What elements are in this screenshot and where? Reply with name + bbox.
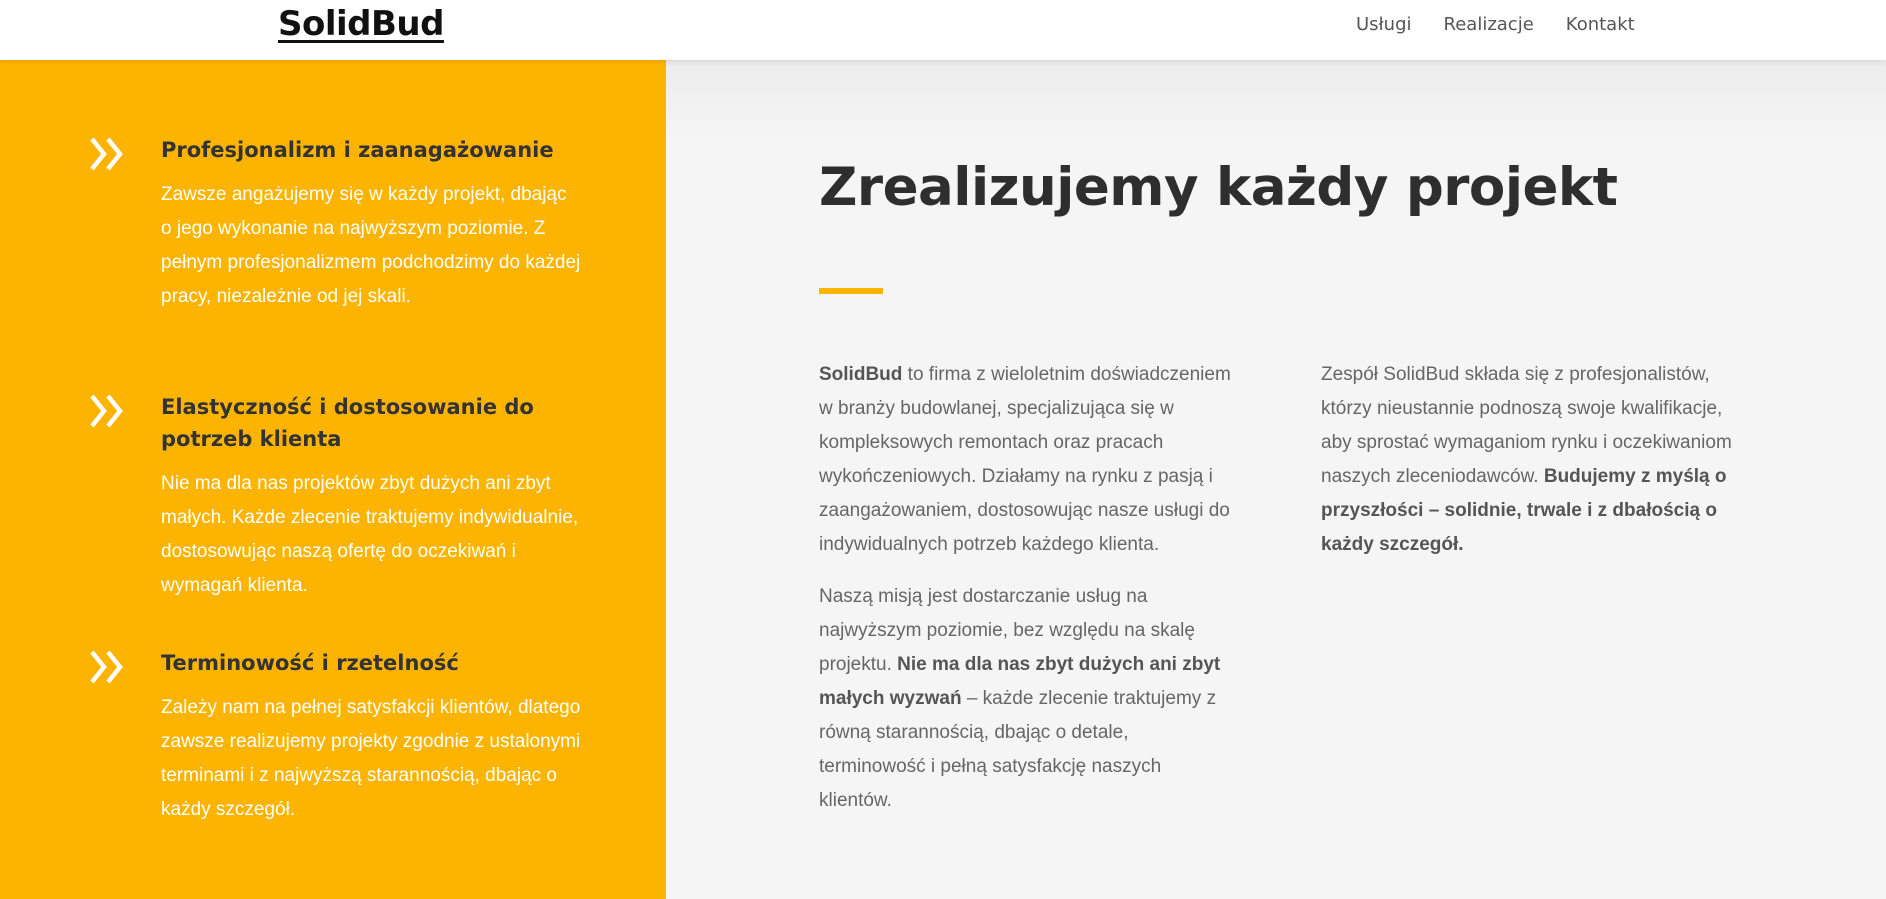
- about-column-2: [1321, 358, 1741, 580]
- feature-item: [88, 391, 579, 603]
- about-paragraph: [1321, 358, 1741, 562]
- about-paragraph: [819, 358, 1239, 562]
- about-section: [666, 60, 1886, 899]
- feature-title: Terminowość i rzetelność: [161, 651, 459, 675]
- about-column-1: [819, 358, 1239, 836]
- about-text: Naszą misją jest dostarczanie usług na najwyższym poziomie, bez względu na skalę projektu.: [819, 586, 1195, 675]
- feature-text: Zależy nam na pełnej satysfakcji klientów, dlatego zawsze realizujemy projekty zgodnie z ustalonymi terminami i z najwyższą starannością, dbając o każdy szczegół.: [161, 697, 581, 820]
- brand-name: SolidBud: [819, 364, 903, 385]
- feature-title: Profesjonalizm i zaanagażowanie: [161, 138, 554, 162]
- features-panel: [0, 60, 666, 899]
- feature-item: [88, 647, 581, 827]
- page-title: Zrealizujemy każdy projekt: [819, 157, 1618, 218]
- nav-item-realizacje[interactable]: Realizacje: [1443, 14, 1534, 35]
- double-chevron-right-icon: [88, 134, 128, 174]
- emphasis-text: Budujemy z myślą o przyszłości – solidnie, trwale i z dbałością o każdy szczegół.: [1321, 466, 1727, 555]
- feature-text: Nie ma dla nas projektów zbyt dużych ani zbyt małych. Każde zlecenie traktujemy indywidualnie, dostosowując naszą ofertę do oczekiwań i wymagań klienta.: [161, 473, 579, 596]
- site-logo[interactable]: SolidBud: [278, 4, 444, 44]
- about-text: to firma z wieloletnim doświadczeniem w branży budowlanej, specjalizująca się w kompleksowych remontach oraz pracach wykończeniowych. Działamy na rynku z pasją i zaangażowaniem, dostosowując nasze usługi do indywidualnych potrzeb każdego klienta.: [819, 364, 1231, 555]
- feature-item: [88, 134, 581, 314]
- site-header: [0, 0, 1886, 60]
- about-paragraph: [819, 580, 1239, 818]
- feature-text: Zawsze angażujemy się w każdy projekt, dbając o jego wykonanie na najwyższym poziomie. Z pełnym profesjonalizmem podchodzimy do każdej pracy, niezależnie od jej skali.: [161, 184, 581, 307]
- double-chevron-right-icon: [88, 647, 128, 687]
- nav-item-kontakt[interactable]: Kontakt: [1565, 14, 1635, 35]
- emphasis-text: Nie ma dla nas zbyt dużych ani zbyt małych wyzwań: [819, 654, 1221, 709]
- accent-divider: [819, 288, 883, 294]
- feature-title: Elastyczność i dostosowanie do potrzeb klienta: [161, 395, 534, 451]
- nav-item-uslugi[interactable]: Usługi: [1356, 14, 1412, 35]
- about-text: – każde zlecenie traktujemy z równą starannością, dbając o detale, terminowość i pełną satysfakcję naszych klientów.: [819, 688, 1217, 811]
- double-chevron-right-icon: [88, 391, 128, 431]
- main-nav: [1356, 14, 1667, 35]
- about-text: Zespół SolidBud składa się z profesjonalistów, którzy nieustannie podnoszą swoje kwalifikacje, aby sprostać wymaganiom rynku i oczekiwaniom naszych zleceniodawców.: [1321, 364, 1732, 487]
